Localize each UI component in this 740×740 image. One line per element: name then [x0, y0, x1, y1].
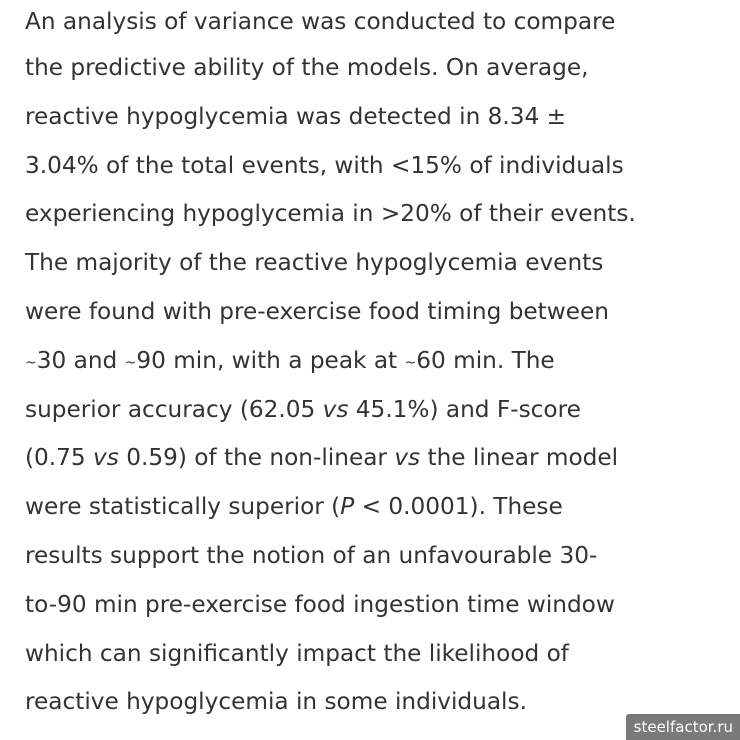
text-line	[25, 434, 730, 483]
text-line: An analysis of variance was conducted to compare	[25, 8, 616, 35]
italic-p-value: P	[340, 493, 355, 521]
text-line: results support the notion of an unfavourable 30-	[25, 541, 598, 569]
abstract-paragraph	[25, 0, 730, 727]
text-line: the predictive ability of the models. On average,	[25, 54, 589, 81]
approx-sign: ~	[25, 354, 37, 371]
text-line	[25, 386, 730, 435]
text-span: 30 and	[36, 346, 125, 374]
italic-vs: vs	[394, 444, 421, 472]
text-span: (0.75	[25, 444, 94, 472]
text-line: which can significantly impact the likelihood of	[25, 639, 569, 667]
text-line: reactive hypoglycemia was detected in 8.34 ±	[25, 102, 567, 130]
text-span: 90 min, with a peak at	[136, 346, 405, 374]
text-span: < 0.0001). These	[354, 493, 563, 521]
text-span: the linear model	[420, 444, 619, 472]
approx-sign: ~	[124, 354, 137, 371]
text-span: superior accuracy (62.05	[25, 395, 323, 423]
approx-sign: ~	[404, 354, 417, 371]
text-line: 3.04% of the total events, with <15% of individuals	[25, 151, 624, 179]
text-span: were statistically superior (	[25, 493, 341, 521]
text-line	[25, 483, 730, 532]
text-line: experiencing hypoglycemia in >20% of their events.	[25, 200, 636, 228]
text-span: 45.1%) and F-score	[348, 395, 581, 423]
text-span: 0.59) of the non-linear	[118, 444, 395, 472]
italic-vs: vs	[93, 444, 119, 472]
text-line: reactive hypoglycemia in some individuals.	[25, 688, 527, 716]
text-line: were found with pre-exercise food timing between	[25, 297, 609, 325]
text-span: 60 min. The	[416, 346, 555, 374]
text-line: The majority of the reactive hypoglycemia events	[25, 249, 604, 277]
text-line: to-90 min pre-exercise food ingestion time window	[25, 590, 615, 618]
text-line	[25, 337, 730, 386]
watermark-badge: steelfactor.ru	[626, 714, 740, 740]
italic-vs: vs	[322, 395, 349, 423]
